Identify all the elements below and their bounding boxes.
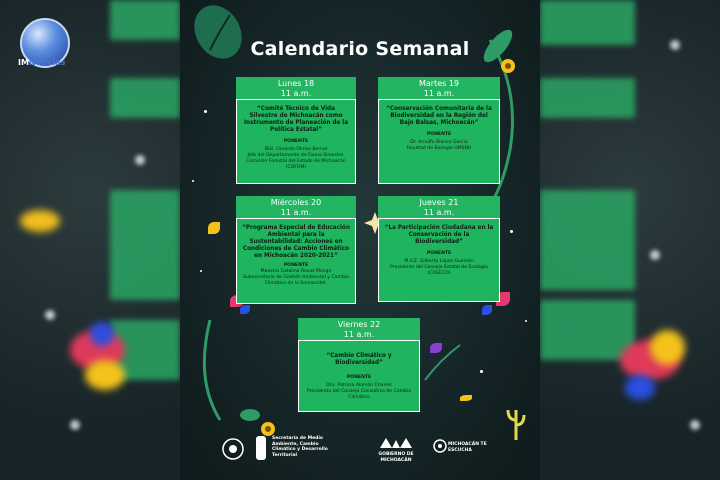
speaker-name: Maestra Catalina Rosas Monge: [260, 269, 332, 274]
poster-title: Calendario Semanal: [250, 38, 470, 60]
event-day-header: [378, 77, 500, 99]
speaker-label: PONENTE: [426, 132, 452, 137]
event-topic: “Comité Técnico de Vida Silvestre de Michoacán como Instrumento de Planeación de la Política Estatal”: [243, 106, 349, 133]
speaker-role: Presidenta del Consejo Consultivo de Cambio Climático: [306, 389, 412, 400]
speaker-role: Presidente del Consejo Estatal de Ecología (COEECO): [390, 265, 488, 276]
calendar-poster: [180, 0, 540, 480]
speaker-name: Dra. Patricia Alarcón Chaires: [326, 383, 392, 388]
event-topic: “Programa Especial de Educación Ambiental para la Sustentabilidad: Acciones en Condiciones de Cambio Climático en Michoacán 2020-2021”: [242, 225, 350, 259]
imnoticias-watermark: [18, 16, 74, 66]
event-card: [298, 340, 420, 412]
speaker-label: PONENTE: [426, 251, 452, 256]
event-day-header: [298, 318, 420, 340]
blurred-background-right: [540, 0, 720, 480]
event-topic: “Conservación Comunitaria de la Biodiversidad en la Región del Bajo Balsas, Michoacán”: [386, 106, 492, 126]
te-escucha-icon: [432, 438, 448, 454]
event-time: 11 a.m.: [423, 208, 455, 217]
speaker-role: Facultad de Biología UMSNH: [406, 146, 472, 151]
speaker-label: PONENTE: [346, 375, 372, 380]
imnoticias-wordmark: IMNoticias: [18, 58, 66, 67]
event-day: Lunes 18: [277, 79, 315, 88]
event-topic: “La Participación Ciudadana en la Conservación de la Biodiversidad”: [384, 225, 494, 245]
event-card: [236, 99, 356, 184]
blurred-background-left: [0, 0, 180, 480]
event-day: Miércoles 20: [270, 198, 322, 207]
event-day: Viernes 22: [337, 320, 381, 329]
gobierno-name: GOBIERNO DE MICHOACÁN: [378, 452, 414, 463]
speaker-label: PONENTE: [283, 263, 309, 268]
event-day-header: [236, 196, 356, 218]
event-day: Jueves 21: [419, 198, 459, 207]
speaker-role: Subsecretaria de Gestión Ambiental y Cambio Climático de la Semaccdet.: [243, 275, 349, 286]
speaker-label: PONENTE: [283, 139, 309, 144]
gobierno-michoacan-logo: [378, 434, 414, 450]
event-card: [236, 218, 356, 304]
speaker-name: M.V.Z. Gilberto López Guzmán: [404, 259, 474, 264]
event-time: 11 a.m.: [423, 89, 455, 98]
event-card: [378, 99, 500, 184]
event-time: 11 a.m.: [280, 89, 312, 98]
event-topic: “Cambio Climático y Biodiversidad”: [326, 353, 392, 366]
te-escucha-name: MICHOACÁN TE ESCUCHA: [448, 442, 487, 453]
event-day-header: [236, 77, 356, 99]
sponsor-logos: [220, 430, 510, 466]
state-seal-icon: [220, 436, 250, 462]
event-day-header: [378, 196, 500, 218]
secretaria-logo-icon: [254, 434, 268, 462]
event-day: Martes 19: [418, 79, 460, 88]
event-time: 11 a.m.: [280, 208, 312, 217]
speaker-name: Dr. Arnulfo Blanco García: [410, 140, 468, 145]
speaker-role: Jefe del Departamento de Fauna Silvestre. Comisión Forestal del Estado de Michoacán (COFOM): [246, 153, 346, 170]
event-time: 11 a.m.: [343, 330, 375, 339]
event-card: [378, 218, 500, 302]
secretaria-name: Secretaría de Medio Ambiente, Cambio Climático y Desarrollo Territorial: [272, 436, 328, 458]
speaker-name: Biól. Gerardo Olmos Bernal: [264, 147, 328, 152]
